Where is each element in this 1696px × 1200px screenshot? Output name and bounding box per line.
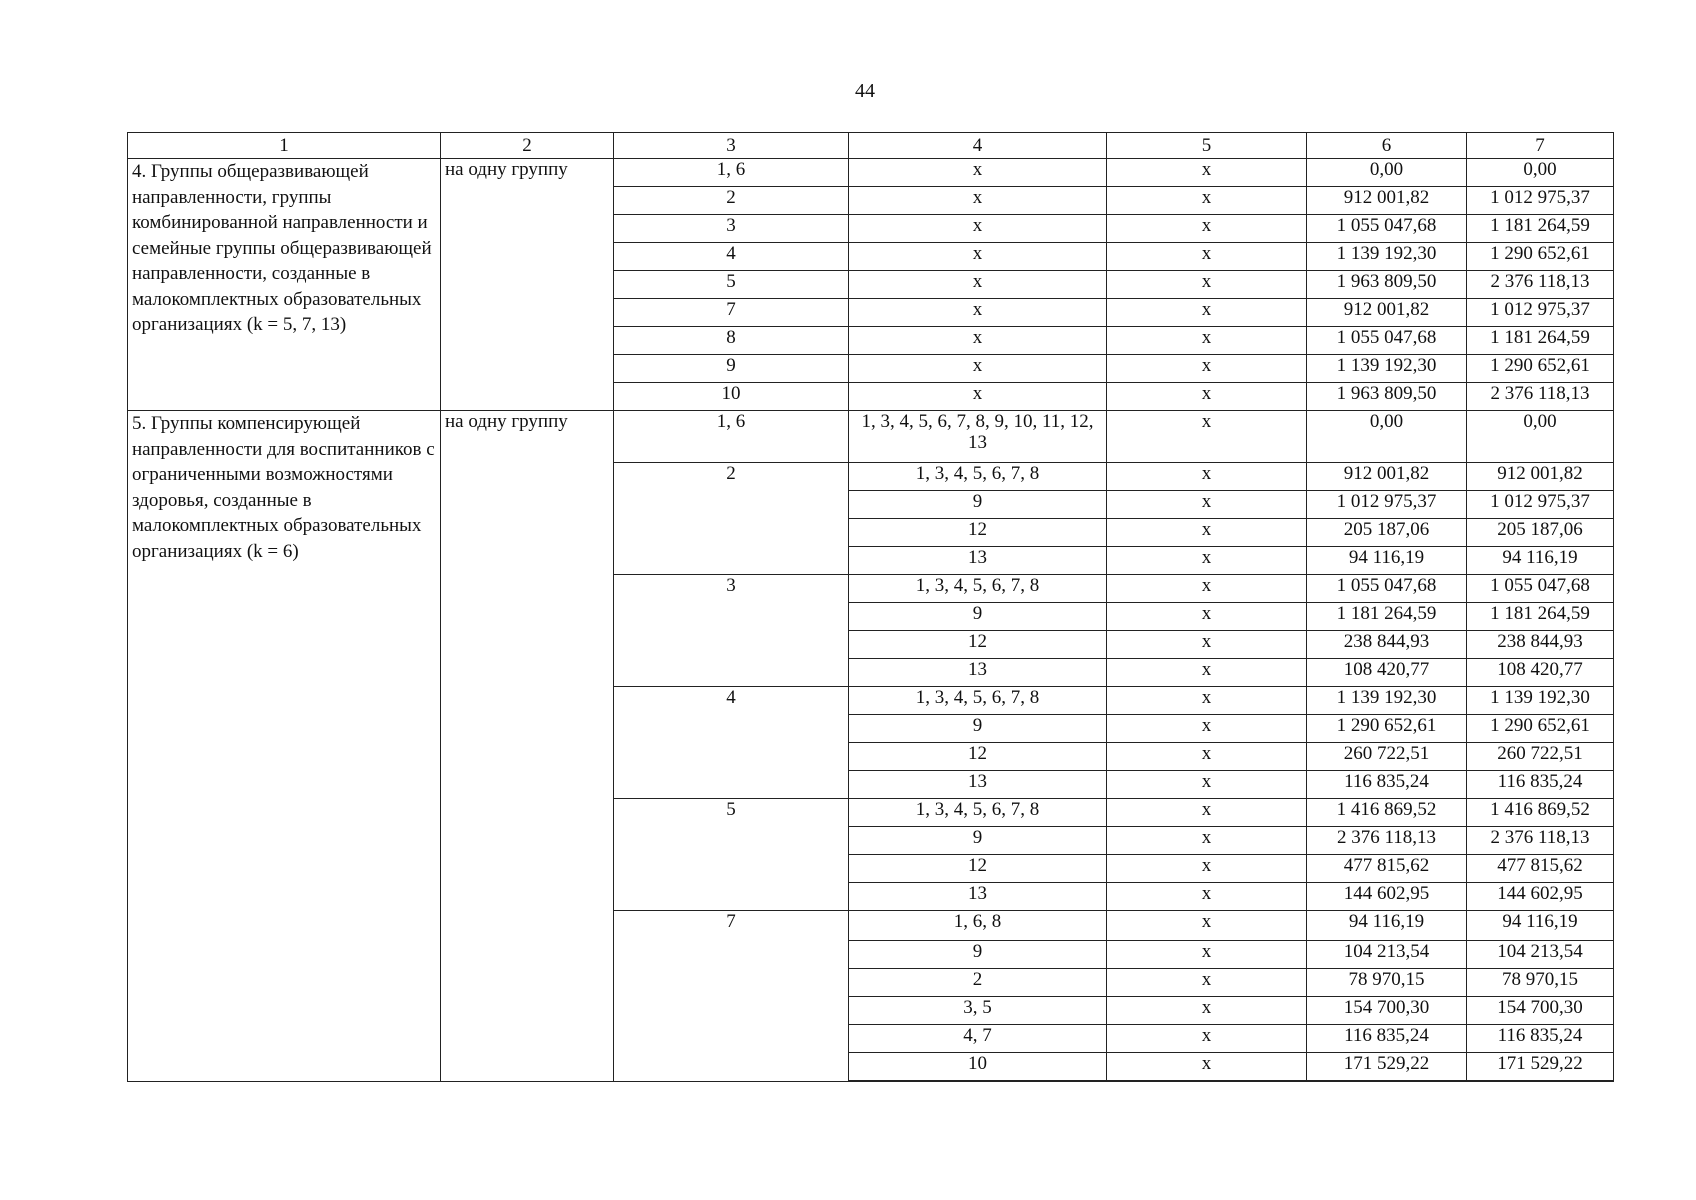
- value-cell: 0,00: [1307, 411, 1467, 463]
- value-cell: 171 529,22: [1307, 1053, 1467, 1081]
- table-cell: x: [1107, 383, 1307, 411]
- value-cell: 116 835,24: [1467, 1025, 1614, 1053]
- value-cell: 1 055 047,68: [1307, 575, 1467, 603]
- table-cell: x: [1107, 911, 1307, 941]
- table-cell: x: [1107, 743, 1307, 771]
- value-cell: 912 001,82: [1307, 187, 1467, 215]
- table-cell: 12: [849, 743, 1107, 771]
- value-cell: 1 139 192,30: [1307, 355, 1467, 383]
- table-cell: x: [849, 299, 1107, 327]
- value-cell: 1 139 192,30: [1307, 243, 1467, 271]
- table-row: [128, 159, 1614, 187]
- column-header: 4: [849, 133, 1107, 159]
- value-cell: 912 001,82: [1307, 299, 1467, 327]
- value-cell: 912 001,82: [1307, 463, 1467, 491]
- unit-cell: на одну группу: [441, 411, 614, 1082]
- table-cell: x: [1107, 327, 1307, 355]
- value-cell: 238 844,93: [1467, 631, 1614, 659]
- value-cell: 171 529,22: [1467, 1053, 1614, 1081]
- tariff-table: [127, 132, 1614, 1082]
- column-header: 6: [1307, 133, 1467, 159]
- table-cell: x: [849, 243, 1107, 271]
- value-cell: 116 835,24: [1307, 1025, 1467, 1053]
- value-cell: 2 376 118,13: [1467, 383, 1614, 411]
- table-cell: x: [1107, 997, 1307, 1025]
- table-cell: x: [1107, 491, 1307, 519]
- table-cell: 13: [849, 771, 1107, 799]
- table-cell: x: [849, 383, 1107, 411]
- column-header: 7: [1467, 133, 1614, 159]
- column-header: 2: [441, 133, 614, 159]
- table-cell: 9: [849, 603, 1107, 631]
- table-cell: 1, 3, 4, 5, 6, 7, 8: [849, 575, 1107, 603]
- table-cell: 2: [849, 969, 1107, 997]
- value-cell: 1 055 047,68: [1307, 215, 1467, 243]
- column-number-row: [128, 133, 1614, 159]
- value-cell: 0,00: [1467, 411, 1614, 463]
- table-cell: 9: [849, 715, 1107, 743]
- table-cell: 12: [849, 631, 1107, 659]
- table-cell: 9: [849, 941, 1107, 969]
- table-cell: x: [1107, 883, 1307, 911]
- value-cell: 1 963 809,50: [1307, 383, 1467, 411]
- table-cell: 1, 3, 4, 5, 6, 7, 8: [849, 799, 1107, 827]
- group-count-cell: 8: [614, 327, 849, 355]
- table-cell: 4, 7: [849, 1025, 1107, 1053]
- table-cell: 13: [849, 659, 1107, 687]
- table-row: [128, 411, 1614, 463]
- table-cell: x: [1107, 799, 1307, 827]
- table-cell: x: [1107, 575, 1307, 603]
- group-count-cell: 3: [614, 215, 849, 243]
- table-cell: 13: [849, 883, 1107, 911]
- value-cell: 94 116,19: [1307, 911, 1467, 941]
- value-cell: 2 376 118,13: [1467, 271, 1614, 299]
- value-cell: 1 055 047,68: [1307, 327, 1467, 355]
- group-count-cell: 10: [614, 383, 849, 411]
- table-cell: x: [1107, 855, 1307, 883]
- table-cell: x: [1107, 243, 1307, 271]
- table-cell: x: [1107, 631, 1307, 659]
- table-cell: x: [1107, 827, 1307, 855]
- group-count-cell: 4: [614, 243, 849, 271]
- table-cell: 1, 3, 4, 5, 6, 7, 8, 9, 10, 11, 12, 13: [849, 411, 1107, 463]
- value-cell: 1 416 869,52: [1307, 799, 1467, 827]
- group-count-cell: 4: [614, 687, 849, 799]
- table-cell: x: [1107, 547, 1307, 575]
- table-cell: 1, 6, 8: [849, 911, 1107, 941]
- table-cell: x: [849, 355, 1107, 383]
- table-cell: x: [849, 271, 1107, 299]
- empty-cell: [849, 1081, 1107, 1082]
- table-cell: 12: [849, 855, 1107, 883]
- group-count-cell: 7: [614, 299, 849, 327]
- group-count-cell: 7: [614, 911, 849, 1082]
- value-cell: 94 116,19: [1307, 547, 1467, 575]
- value-cell: 94 116,19: [1467, 911, 1614, 941]
- table-cell: 9: [849, 827, 1107, 855]
- group-count-cell: 2: [614, 463, 849, 575]
- value-cell: 1 139 192,30: [1467, 687, 1614, 715]
- table-cell: x: [1107, 715, 1307, 743]
- value-cell: 154 700,30: [1307, 997, 1467, 1025]
- value-cell: 78 970,15: [1307, 969, 1467, 997]
- group-count-cell: 1, 6: [614, 411, 849, 463]
- empty-cell: [1107, 1081, 1307, 1082]
- table-cell: x: [1107, 969, 1307, 997]
- value-cell: 94 116,19: [1467, 547, 1614, 575]
- value-cell: 104 213,54: [1307, 941, 1467, 969]
- group-description: 4. Группы общеразвивающей направленности, группы комбинированной направленности и семейные группы общеразвивающей направленности, созданные в малокомплектных образовательных организациях (k = 5, 7, 13): [128, 159, 441, 411]
- column-header: 5: [1107, 133, 1307, 159]
- value-cell: 1 181 264,59: [1467, 603, 1614, 631]
- group-count-cell: 1, 6: [614, 159, 849, 187]
- value-cell: 144 602,95: [1307, 883, 1467, 911]
- value-cell: 2 376 118,13: [1307, 827, 1467, 855]
- value-cell: 1 055 047,68: [1467, 575, 1614, 603]
- group-description: 5. Группы компенсирующей направленности для воспитанников с ограниченными возможностями здоровья, созданные в малокомплектных образовательных организациях (k = 6): [128, 411, 441, 1082]
- column-header: 1: [128, 133, 441, 159]
- value-cell: 912 001,82: [1467, 463, 1614, 491]
- group-count-cell: 2: [614, 187, 849, 215]
- value-cell: 1 181 264,59: [1467, 327, 1614, 355]
- value-cell: 2 376 118,13: [1467, 827, 1614, 855]
- empty-cell: [1307, 1081, 1467, 1082]
- table-cell: x: [1107, 771, 1307, 799]
- table-cell: x: [849, 159, 1107, 187]
- group-count-cell: 3: [614, 575, 849, 687]
- table-cell: x: [1107, 1025, 1307, 1053]
- table-cell: 13: [849, 547, 1107, 575]
- value-cell: 108 420,77: [1467, 659, 1614, 687]
- value-cell: 78 970,15: [1467, 969, 1614, 997]
- page-number: 44: [855, 80, 875, 102]
- value-cell: 1 290 652,61: [1467, 715, 1614, 743]
- value-cell: 205 187,06: [1307, 519, 1467, 547]
- value-cell: 1 290 652,61: [1467, 355, 1614, 383]
- table-cell: x: [1107, 463, 1307, 491]
- table-cell: x: [1107, 687, 1307, 715]
- table-cell: x: [1107, 1053, 1307, 1081]
- group-count-cell: 9: [614, 355, 849, 383]
- value-cell: 1 139 192,30: [1307, 687, 1467, 715]
- value-cell: 1 181 264,59: [1307, 603, 1467, 631]
- value-cell: 104 213,54: [1467, 941, 1614, 969]
- value-cell: 1 181 264,59: [1467, 215, 1614, 243]
- value-cell: 1 416 869,52: [1467, 799, 1614, 827]
- table-cell: x: [1107, 159, 1307, 187]
- value-cell: 260 722,51: [1467, 743, 1614, 771]
- unit-cell: на одну группу: [441, 159, 614, 411]
- table-cell: x: [849, 187, 1107, 215]
- table-cell: 9: [849, 491, 1107, 519]
- value-cell: 1 012 975,37: [1467, 187, 1614, 215]
- table-cell: x: [1107, 659, 1307, 687]
- table-cell: 1, 3, 4, 5, 6, 7, 8: [849, 687, 1107, 715]
- value-cell: 477 815,62: [1307, 855, 1467, 883]
- value-cell: 477 815,62: [1467, 855, 1614, 883]
- group-count-cell: 5: [614, 799, 849, 911]
- value-cell: 205 187,06: [1467, 519, 1614, 547]
- table-cell: x: [1107, 411, 1307, 463]
- table-cell: x: [1107, 941, 1307, 969]
- value-cell: 1 012 975,37: [1467, 299, 1614, 327]
- value-cell: 116 835,24: [1467, 771, 1614, 799]
- table-body: [128, 133, 1614, 1082]
- value-cell: 0,00: [1307, 159, 1467, 187]
- table-cell: 3, 5: [849, 997, 1107, 1025]
- value-cell: 238 844,93: [1307, 631, 1467, 659]
- table-cell: x: [1107, 519, 1307, 547]
- value-cell: 108 420,77: [1307, 659, 1467, 687]
- column-header: 3: [614, 133, 849, 159]
- value-cell: 1 012 975,37: [1307, 491, 1467, 519]
- value-cell: 1 963 809,50: [1307, 271, 1467, 299]
- table-cell: 12: [849, 519, 1107, 547]
- table-cell: x: [1107, 215, 1307, 243]
- value-cell: 116 835,24: [1307, 771, 1467, 799]
- value-cell: 144 602,95: [1467, 883, 1614, 911]
- table-cell: 10: [849, 1053, 1107, 1081]
- table-cell: x: [1107, 603, 1307, 631]
- value-cell: 154 700,30: [1467, 997, 1614, 1025]
- table-cell: x: [1107, 355, 1307, 383]
- group-count-cell: 5: [614, 271, 849, 299]
- table-cell: x: [849, 215, 1107, 243]
- table-cell: x: [1107, 187, 1307, 215]
- table-cell: x: [1107, 299, 1307, 327]
- table-cell: x: [1107, 271, 1307, 299]
- value-cell: 0,00: [1467, 159, 1614, 187]
- table-cell: x: [849, 327, 1107, 355]
- empty-cell: [1467, 1081, 1614, 1082]
- table-cell: 1, 3, 4, 5, 6, 7, 8: [849, 463, 1107, 491]
- value-cell: 260 722,51: [1307, 743, 1467, 771]
- value-cell: 1 012 975,37: [1467, 491, 1614, 519]
- value-cell: 1 290 652,61: [1467, 243, 1614, 271]
- value-cell: 1 290 652,61: [1307, 715, 1467, 743]
